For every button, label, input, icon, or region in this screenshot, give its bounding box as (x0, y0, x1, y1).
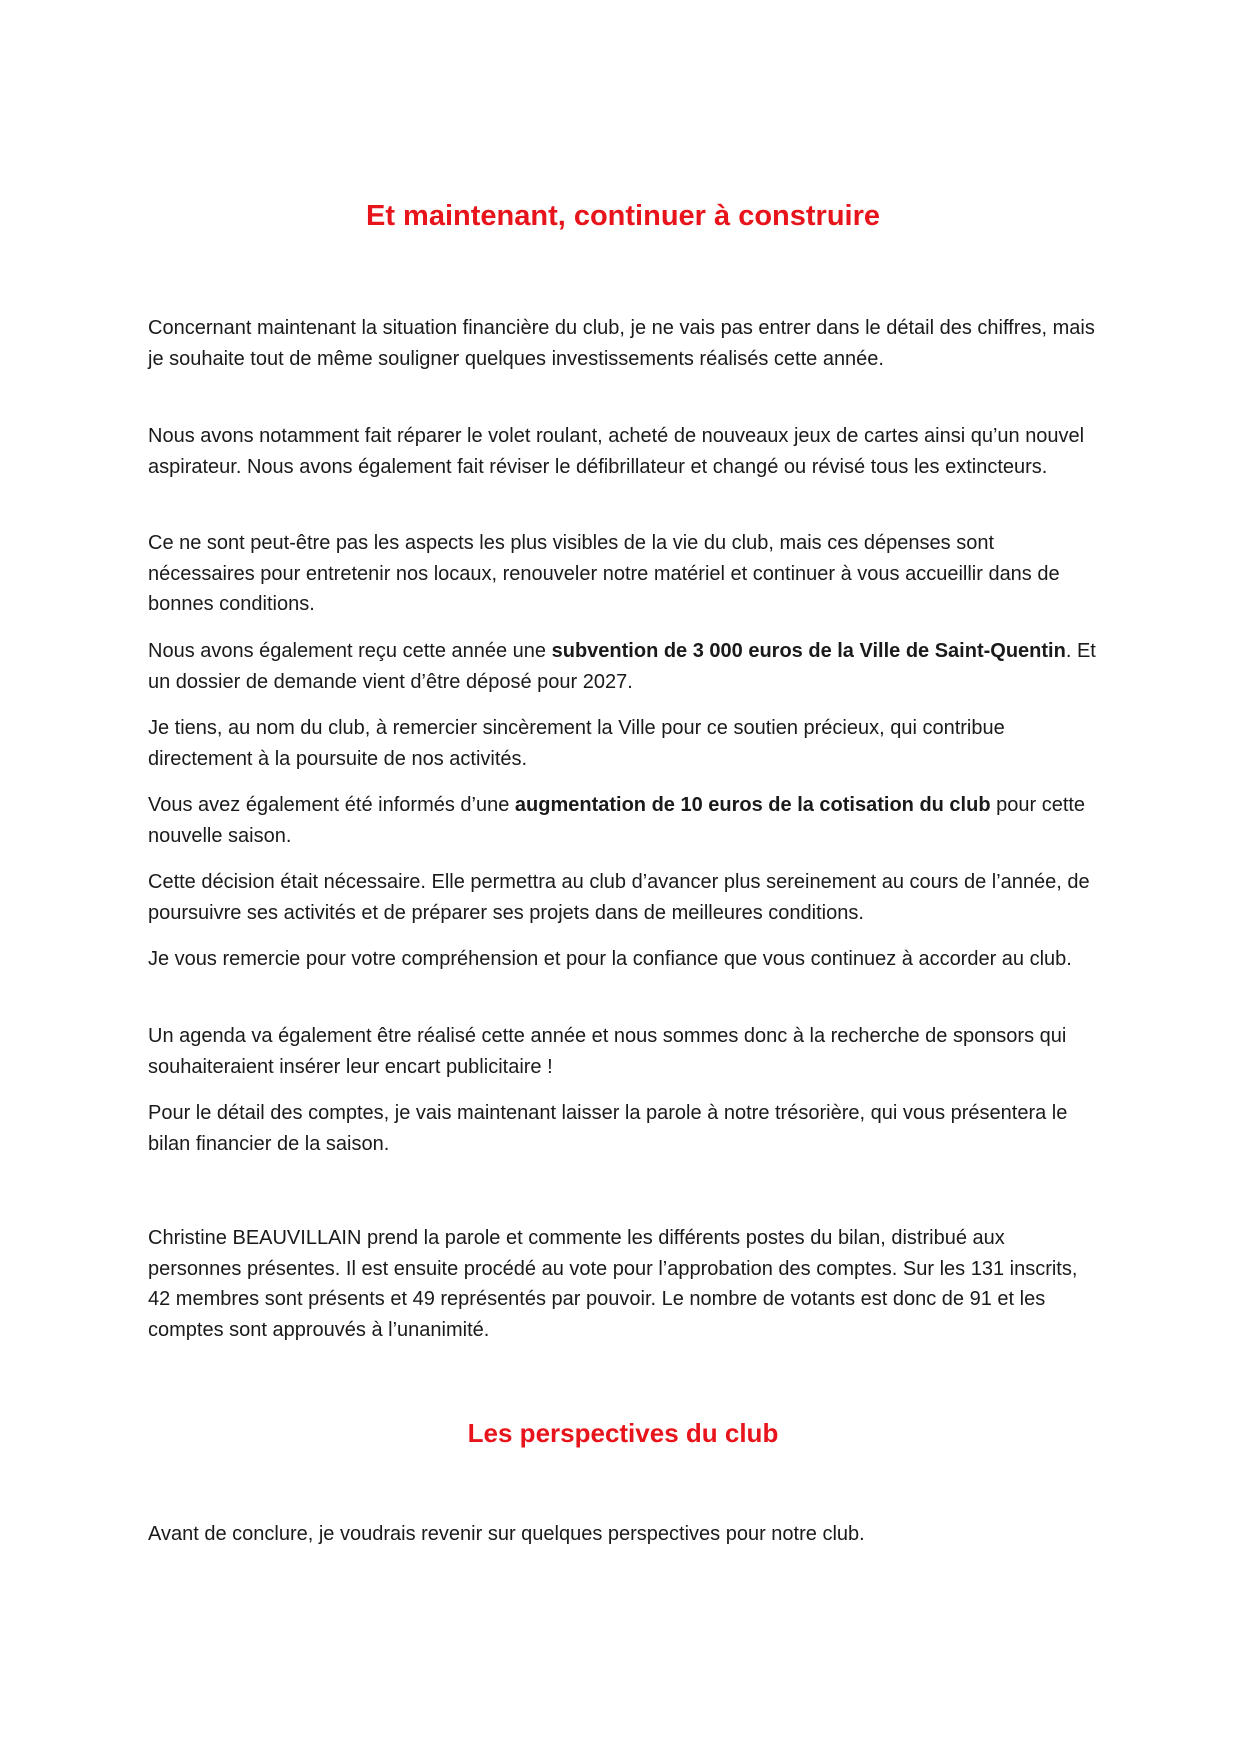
paragraph-detail-comptes: Pour le détail des comptes, je vais maintenant laisser la parole à notre trésorière, qui vous présentera le bilan financier de la saison. (148, 1102, 1068, 1155)
paragraph-depenses: Ce ne sont peut-être pas les aspects les plus visibles de la vie du club, mais ces dépenses sont nécessaires pour entretenir nos locaux, renouveler notre matériel et continuer à vous accueillir dans de bonnes conditions. (148, 532, 1060, 615)
section-title-continuer: Et maintenant, continuer à construire (365, 200, 881, 232)
cotisation-increase-bold: augmentation de 10 euros de la cotisation du club (514, 794, 991, 816)
paragraph-investissements: Nous avons notamment fait réparer le volet roulant, acheté de nouveaux jeux de cartes ainsi qu’un nouvel aspirateur. Nous avons également fait réviser le défibrillateur et changé ou révisé tous les extincteurs. (148, 425, 1085, 478)
paragraph-agenda-sponsors: Un agenda va également être réalisé cette année et nous sommes donc à la recherche de sponsors qui souhaiteraient insérer leur encart publicitaire ! (148, 1025, 1067, 1078)
paragraph-situation-financiere: Concernant maintenant la situation financière du club, je ne vais pas entrer dans le détail des chiffres, mais je souhaite tout de même souligner quelques investissements réalisés cette année. (148, 317, 1095, 370)
paragraph-cotisation (148, 790, 1098, 851)
subvention-text-after: . Et un dossier de demande vient d’être déposé pour 2027. (148, 640, 1096, 693)
paragraph-subvention (148, 636, 1098, 697)
paragraph-perspectives-intro: Avant de conclure, je voudrais revenir sur quelques perspectives pour notre club. (148, 1523, 865, 1545)
paragraph-decision: Cette décision était nécessaire. Elle permettra au club d’avancer plus sereinement au cours de l’année, de poursuivre ses activités et de préparer ses projets dans de meilleures conditions. (148, 871, 1090, 924)
paragraph-remerciement-ville: Je tiens, au nom du club, à remercier sincèrement la Ville pour ce soutien précieux, qui contribue directement à la poursuite de nos activités. (148, 717, 1005, 770)
cotisation-text-after: pour cette nouvelle saison. (148, 794, 1086, 847)
cotisation-text-before: Vous avez également été informés d’une (148, 794, 515, 816)
section-title-perspectives: Les perspectives du club (467, 1418, 779, 1448)
paragraph-remerciement-confiance: Je vous remercie pour votre compréhension et pour la confiance que vous continuez à accorder au club. (148, 948, 1072, 970)
subvention-text-before: Nous avons également reçu cette année une (148, 640, 552, 662)
paragraph-vote-comptes: Christine BEAUVILLAIN prend la parole et commente les différents postes du bilan, distribué aux personnes présentes. Il est ensuite procédé au vote pour l’approbation des comptes. Sur les 131 inscrits, 42 membres sont présents et 49 représentés par pouvoir. Le nombre de votants est donc de 91 et les comptes sont approuvés à l’unanimité. (148, 1227, 1078, 1341)
subvention-amount-bold: subvention de 3 000 euros de la Ville de Saint-Quentin (551, 640, 1066, 662)
